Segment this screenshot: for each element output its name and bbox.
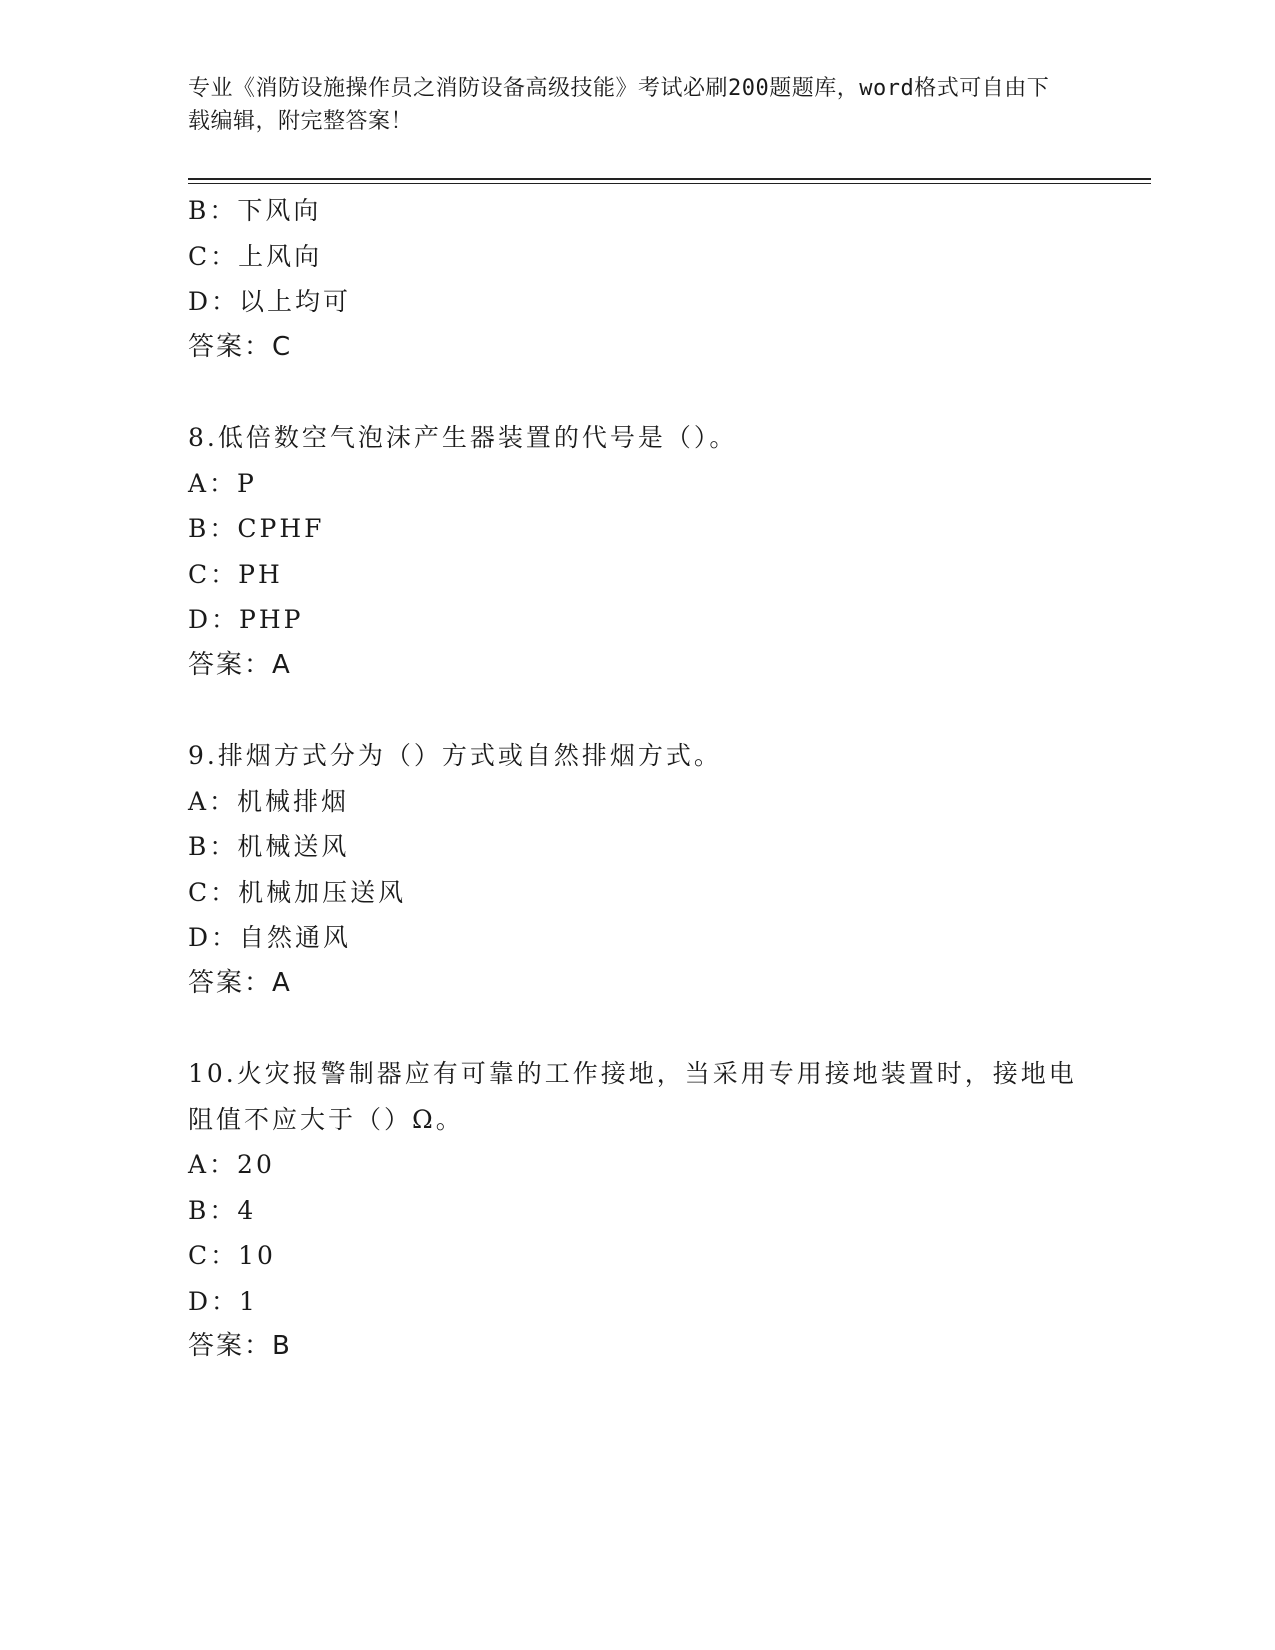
answer-line: 答案：A xyxy=(188,649,292,680)
option-d: D：1 xyxy=(188,1286,258,1316)
option-c: C：10 xyxy=(188,1241,276,1270)
question-continued xyxy=(188,188,1088,370)
header-divider-thin xyxy=(188,183,1151,184)
option-b: B：机械送风 xyxy=(188,832,350,861)
option-c: C：机械加压送风 xyxy=(188,877,407,907)
option-a: A：机械排烟 xyxy=(188,786,350,816)
question-list xyxy=(188,188,1088,1370)
option-b: B：下风向 xyxy=(188,196,322,225)
question-stem: 9.排烟方式分为（）方式或自然排烟方式。 xyxy=(188,741,722,770)
option-c: C：PH xyxy=(188,559,283,589)
option-a: A：P xyxy=(188,468,257,498)
question-10 xyxy=(188,1051,1088,1370)
option-d: D：PHP xyxy=(188,605,304,634)
answer-line: 答案：A xyxy=(188,967,292,998)
option-d: D：以上均可 xyxy=(188,287,352,316)
option-d: D：自然通风 xyxy=(188,923,352,952)
header-divider xyxy=(188,178,1151,180)
question-9 xyxy=(188,733,1088,1006)
answer-line: 答案：B xyxy=(188,1331,292,1361)
option-a: A：20 xyxy=(188,1150,275,1179)
option-b: B：4 xyxy=(188,1195,257,1225)
document-header: 专业《消防设施操作员之消防设备高级技能》考试必刷200题题库，word格式可自由下载编辑，附完整答案！ xyxy=(188,76,1050,134)
question-stem: 10.火灾报警制器应有可靠的工作接地，当采用专用接地装置时，接地电阻值不应大于（）Ω。 xyxy=(188,1059,1077,1134)
option-c: C：上风向 xyxy=(188,241,323,271)
question-stem: 8.低倍数空气泡沫产生器装置的代号是（）。 xyxy=(188,423,738,452)
option-b: B：CPHF xyxy=(188,514,325,543)
question-8 xyxy=(188,415,1088,688)
answer-line: 答案：C xyxy=(188,331,293,362)
